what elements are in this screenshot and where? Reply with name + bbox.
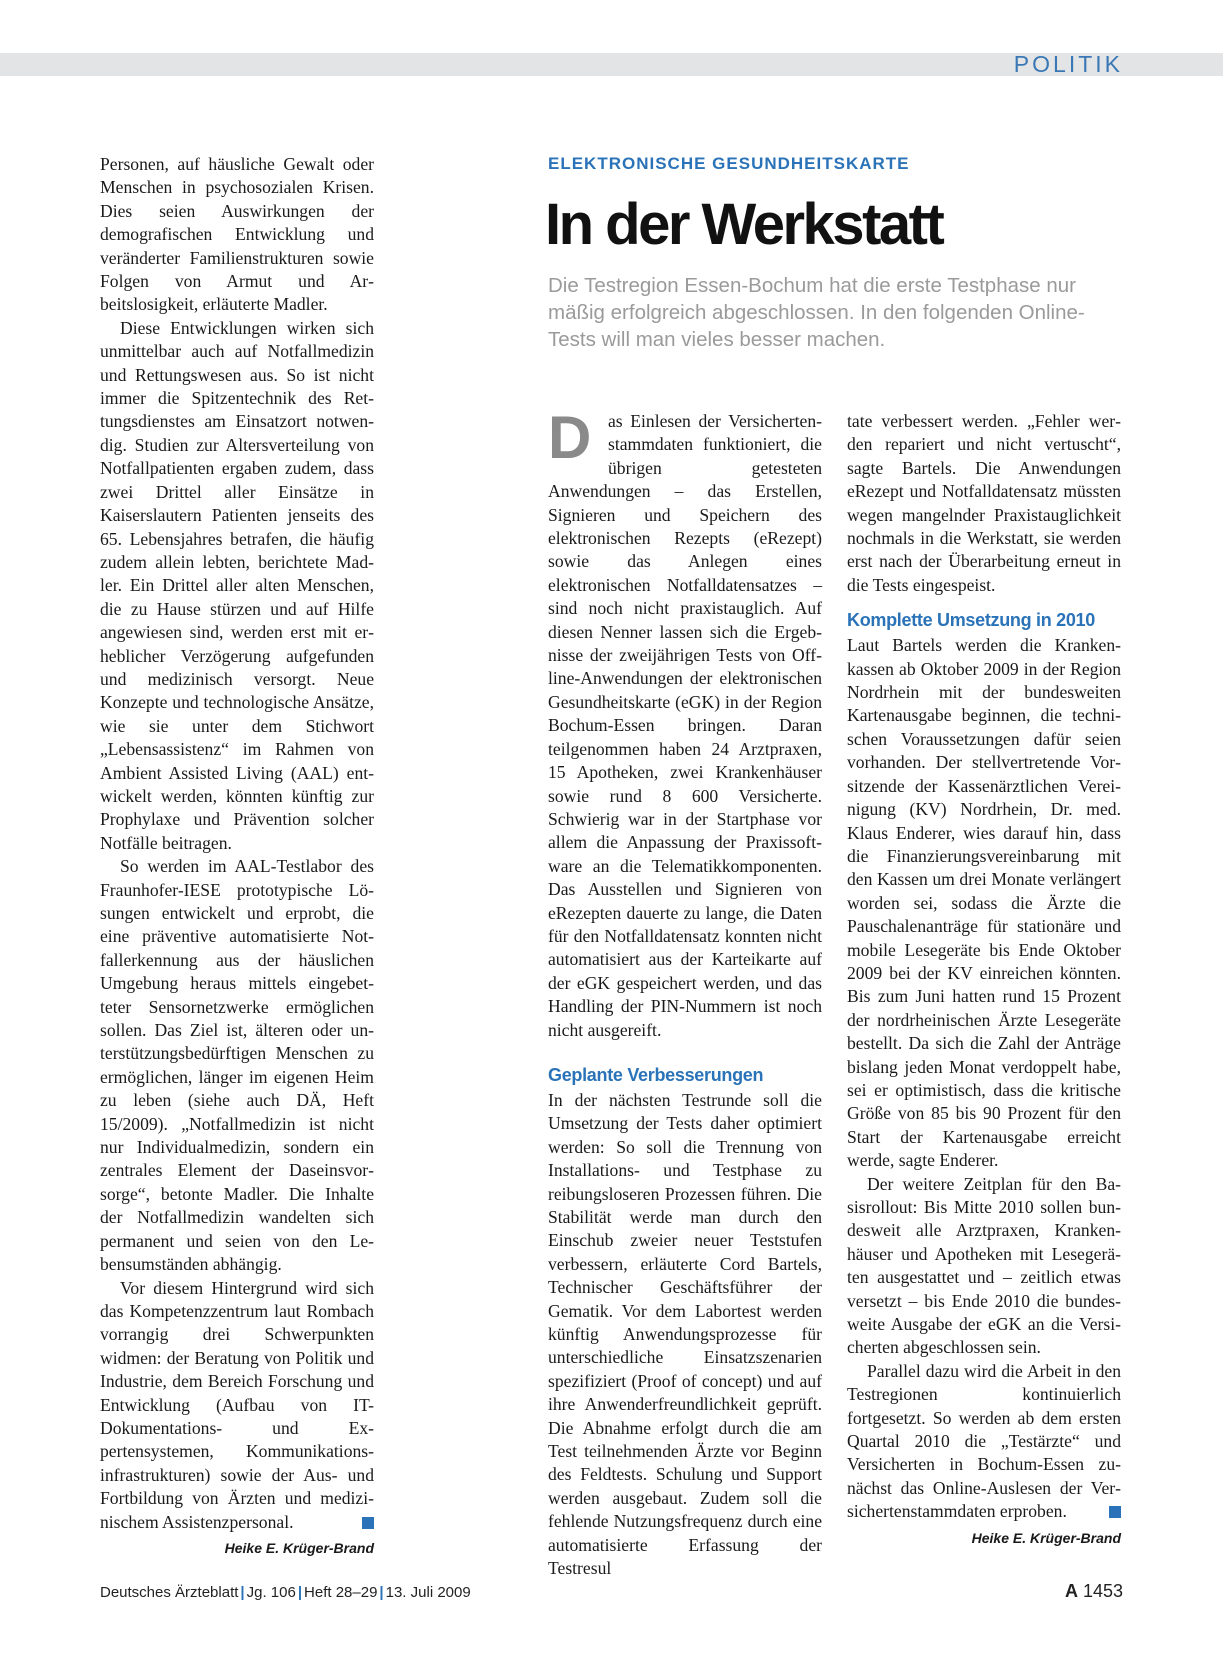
drop-cap-glyph xyxy=(548,414,600,460)
left-paragraph-3: So werden im AAL-Testlabor des Fraunhofer-IESE prototypische Lösungen entwickelt und erprobt, die eine präventive automatisierte Notfallerkennung aus der häuslichen Umgebung heraus mittels eingebetteter Sensornetzwerke ermöglichen sollen. Das Ziel ist, älteren oder unterstützungsbedürftigen Menschen zu ermöglichen, länger im eigenen Heim zu leben (siehe auch DÄ, Heft 15/2009). „Notfallmedizin ist nicht nur Individualmedizin, sondern ein zentrales Element der Daseinsvorsorge“, betonte Madler. Die Inhalte der Notfallmedizin wandelten sich permanent und seien von den Lebensumständen abhängig. xyxy=(100,856,374,1275)
article-paragraph-4: Laut Bartels werden die Krankenkassen ab Oktober 2009 in der Region Nordrhein mit der bundesweiten Kartenausgabe beginnen, die technischen Voraussetzungen dafür seien vorhanden. Der stellvertretende Vorsitzende der Kassenärztlichen Vereinigung (KV) Nordrhein, Dr. med. Klaus Enderer, wies darauf hin, dass die Finanzierungsvereinbarung mit den Kassen um drei Monate verlängert worden sei, sodass die Ärzte die Pauschalenanträge für stationäre und mobile Lesegeräte bis Ende Oktober 2009 bei der KV einreichen könnten. Bis zum Juni hatten rund 15 Prozent der nordrheinischen Ärzte Lesegeräte bestellt. Da sich die Zahl der Anträge bislang jeden Monat verdoppelt habe, sei er optimistisch, dass die kritische Größe von 85 bis 90 Prozent für den Start der Kartenausgabe erreicht werde, sagte Enderer. xyxy=(847,635,1121,1171)
subhead-complete-rollout: Komplette Umsetzung in 2010 xyxy=(847,610,1095,631)
end-mark-icon xyxy=(362,1517,374,1529)
footer-issue: Heft 28–29 xyxy=(304,1584,378,1601)
article-paragraph-6 xyxy=(847,1360,1121,1524)
article-paragraph-2: In der nächsten Testrunde soll die Umsetzung der Tests daher optimiert werden: So soll die Trennung von Installations- und Testphase zu reibungsloseren Prozessen führen. Die Stabilität werde man durch den Einschub zweier neuer Teststufen verbessern, erläuterte Cord Bartels, Technischer Geschäftsführer der Gematik. Vor dem Labortest werden künftig Anwendungsprozesse für unterschiedliche Einsatzszenarien spezifiziert (Proof of concept) und auf ihre Anwenderfreundlichkeit geprüft. Die Abnahme erfolgt durch die am Test teilnehmenden Ärzte vor Beginn des Feldtests. Schulung und Support werden ausgebaut. Zudem soll die fehlende Nutzungsfrequenz durch eine automatisierte Erfassung der Testresul xyxy=(548,1089,822,1579)
spacer xyxy=(548,1042,822,1062)
article-paragraph-5: Der weitere Zeitplan für den Basisrollout: Bis Mitte 2010 sollen bundesweit alle Arztpraxen, Krankenhäuser und Apotheken mit Lesegeräten ausgestattet und – zeitlich etwas versetzt – bis Ende 2010 die bundesweite Ausgabe der eGK an die Versicherten abgeschlossen sein. xyxy=(847,1173,1121,1358)
drop-cap-letter: D xyxy=(548,414,592,460)
footer-separator: | xyxy=(379,1584,384,1601)
article-column-3 xyxy=(847,410,1121,1548)
footer-separator: | xyxy=(240,1584,245,1601)
section-label: POLITIK xyxy=(1013,51,1123,77)
article-paragraph-6-text: Parallel dazu wird die Arbeit in den Testregionen kontinuierlich fortgesetzt. So werden ab dem ersten Quartal 2010 die „Testärzte“ und Versicherten in Bochum-Essen zunächst das Online-Auslesen der Versichertenstammdaten erproben. xyxy=(847,1360,1121,1522)
end-mark-icon xyxy=(1109,1506,1121,1518)
footer-citation xyxy=(100,1584,471,1601)
footer-date: 13. Juli 2009 xyxy=(385,1584,471,1601)
left-byline: Heike E. Krüger-Brand xyxy=(224,1539,374,1556)
left-paragraph-4-text: Vor diesem Hintergrund wird sich das Kompetenzzentrum laut Rombach vorrangig drei Schwerpunkten widmen: der Beratung von Politik und Industrie, dem Bereich Forschung und Entwicklung (Aufbau von IT-Dokumentations- und Expertensystemen, Kommunikationsinfrastrukturen) sowie der Aus- und Fortbildung von Ärzten und medizinischem Assistenzpersonal. xyxy=(100,1277,374,1532)
left-paragraph-2: Diese Entwicklungen wirken sich unmittelbar auch auf Notfallmedizin und Rettungswesen aus. So ist nicht immer die Spitzentechnik des Rettungsdienstes am Einsatzort notwendig. Studien zur Altersverteilung von Notfallpatienten ergaben zudem, dass zwei Drittel aller Einsätze in Kaiserslautern Patienten jenseits des 65. Lebensjahres betrafen, die häufig zudem allein lebten, berichtete Madler. Ein Drittel aller alten Menschen, die zu Hause stürzen und auf Hilfe angewiesen sind, werden erst mit erheblicher Verzögerung aufgefunden und medizinisch versorgt. Neue Konzepte und technologische Ansätze, wie sie unter dem Stichwort „Lebensassistenz“ im Rahmen von Ambient Assisted Living (AAL) entwickelt werden, könnten künftig zur Prophylaxe und Prävention solcher Notfälle beitragen. xyxy=(100,317,374,853)
article-byline: Heike E. Krüger-Brand xyxy=(971,1529,1121,1546)
article-paragraph-3: tate verbessert werden. „Fehler werden repariert und nicht vertuscht“, sagte Bartels. Die Anwendungen eRezept und Notfalldatensatz müssten wegen mangelnder Praxistauglichkeit nochmals in die Werkstatt, sie werden erst nach der Überarbeitung erneut in die Tests eingespeist. xyxy=(847,411,1121,595)
left-paragraph-4 xyxy=(100,1277,374,1534)
article-title: In der Werkstatt xyxy=(545,192,943,257)
subhead-planned-improvements: Geplante Verbesserungen xyxy=(548,1064,764,1085)
article-lead: Die Testregion Essen-Bochum hat die erste Testphase nur mäßig erfolgreich abgeschlossen. In den folgenden Online-Tests will man vieles besser machen. xyxy=(548,274,1085,351)
article-column-2 xyxy=(548,410,822,1581)
article-paragraph-1-text: as Einlesen der Versichertenstammdaten funktioniert, die übrigen getesteten Anwendungen – das Erstellen, Signieren und Speichern des elektronischen Rezepts (eRezept) sowie das Anlegen eines elektronischen Notfalldatensatzes – sind noch nicht praxistauglich. Auf diesen Nenner lassen sich die Ergebnisse der zweijährigen Tests von Offline-Anwendungen der elektronischen Gesundheitskarte (eGK) in der Region Bochum-Essen bringen. Daran teilgenommen haben 24 Arztpraxen, 15 Apotheken, zwei Krankenhäuser sowie rund 8 600 Versicherte. Schwierig war in der Startphase vor allem die Anpassung der Praxissoftware an die Telematikkomponenten. Das Ausstellen und Signieren von eRezepten dauerte zu lange, die Daten für den Notfalldatensatz konnten nicht automatisiert aus der Karteikarte auf der eGK gespeichert werden, und das Handling der PIN-Nummern ist noch nicht ausgereift. xyxy=(548,411,822,1040)
article-kicker: ELEKTRONISCHE GESUNDHEITSKARTE xyxy=(548,154,910,173)
drop-cap xyxy=(548,414,600,460)
spacer xyxy=(847,597,1121,607)
left-paragraph-1: Personen, auf häusliche Gewalt oder Menschen in psychosozialen Krisen. Dies seien Auswirkungen der demografischen Entwicklung und veränderter Familienstrukturen sowie Folgen von Armut und Arbeitslosigkeit, erläuterte Madler. xyxy=(100,154,374,315)
left-article-column xyxy=(100,153,374,1558)
article-paragraph-1 xyxy=(548,410,822,1042)
footer-publication: Deutsches Ärzteblatt xyxy=(100,1584,239,1601)
footer-volume: Jg. 106 xyxy=(246,1584,296,1601)
page-number-value: 1453 xyxy=(1082,1581,1123,1601)
page-number xyxy=(1065,1581,1123,1602)
footer-separator: | xyxy=(297,1584,303,1601)
page-prefix: A xyxy=(1064,1581,1078,1601)
